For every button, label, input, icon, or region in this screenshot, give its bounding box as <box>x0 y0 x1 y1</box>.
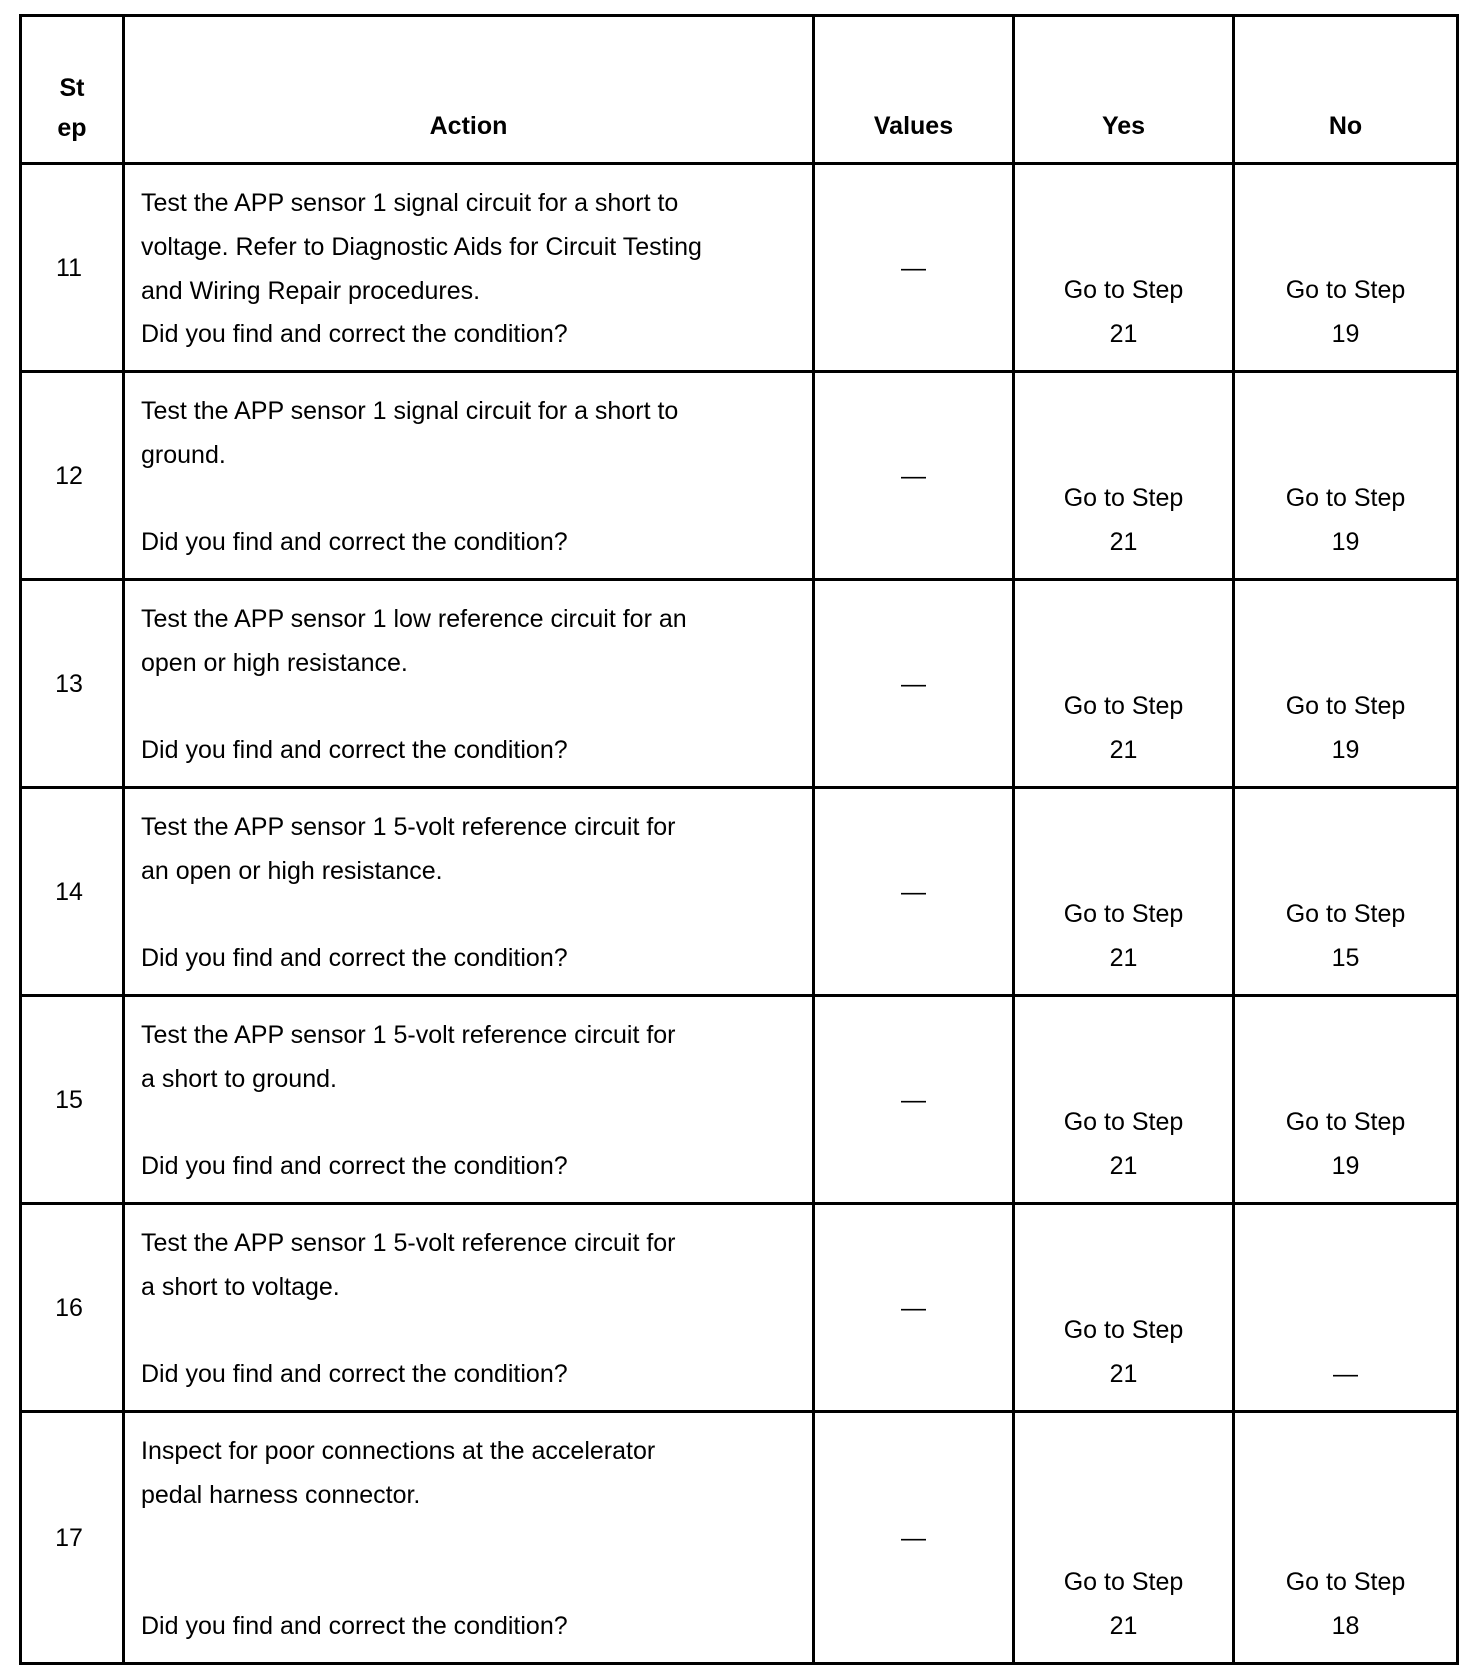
table-row <box>21 164 1458 372</box>
action-header: Action <box>124 16 814 164</box>
no-goto-step: 19 <box>1331 1152 1360 1180</box>
table-row <box>21 1204 1458 1412</box>
action-text-line: a short to ground. <box>141 1065 337 1093</box>
no-cell <box>1234 164 1458 372</box>
values-cell: — <box>814 996 1014 1204</box>
no-goto-label: Go to Step <box>1285 900 1406 928</box>
action-cell <box>124 1204 814 1412</box>
yes-cell <box>1014 1412 1234 1664</box>
yes-cell <box>1014 164 1234 372</box>
yes-goto-step: 21 <box>1109 1612 1138 1640</box>
action-text-line: open or high resistance. <box>141 649 408 677</box>
step-header: St ep <box>21 16 124 164</box>
action-question: Did you find and correct the condition? <box>141 1152 568 1180</box>
step-number: 14 <box>21 788 124 996</box>
step-number: 16 <box>21 1204 124 1412</box>
action-text-line: voltage. Refer to Diagnostic Aids for Circuit Testing <box>141 233 702 261</box>
values-cell: — <box>814 580 1014 788</box>
values-header: Values <box>814 16 1014 164</box>
action-text-line: Test the APP sensor 1 signal circuit for a short to <box>141 397 679 425</box>
action-text-line: Test the APP sensor 1 low reference circuit for an <box>141 605 687 633</box>
yes-cell <box>1014 788 1234 996</box>
no-goto-step: — <box>1333 1360 1358 1388</box>
action-text-line: Test the APP sensor 1 5-volt reference circuit for <box>141 813 676 841</box>
values-cell: — <box>814 1412 1014 1664</box>
action-text-line: Test the APP sensor 1 5-volt reference circuit for <box>141 1021 676 1049</box>
step-number: 15 <box>21 996 124 1204</box>
no-goto-step: 19 <box>1331 320 1360 348</box>
action-text-line: pedal harness connector. <box>141 1481 421 1509</box>
no-goto-step: 19 <box>1331 528 1360 556</box>
yes-goto-step: 21 <box>1109 1152 1138 1180</box>
header-row <box>21 16 1458 164</box>
yes-goto-step: 21 <box>1109 1360 1138 1388</box>
no-goto-step: 18 <box>1331 1612 1360 1640</box>
table-row <box>21 1412 1458 1664</box>
values-cell: — <box>814 788 1014 996</box>
action-cell <box>124 372 814 580</box>
no-cell <box>1234 372 1458 580</box>
yes-goto-label: Go to Step <box>1063 276 1184 304</box>
table-row <box>21 580 1458 788</box>
action-question: Did you find and correct the condition? <box>141 528 568 556</box>
yes-goto-step: 21 <box>1109 736 1138 764</box>
no-goto-step: 15 <box>1331 944 1360 972</box>
action-cell <box>124 788 814 996</box>
no-cell <box>1234 1412 1458 1664</box>
step-number: 17 <box>21 1412 124 1664</box>
yes-goto-label: Go to Step <box>1063 1316 1184 1344</box>
diagnostic-table <box>19 14 1459 1665</box>
yes-goto-step: 21 <box>1109 944 1138 972</box>
table-row <box>21 372 1458 580</box>
yes-goto-label: Go to Step <box>1063 484 1184 512</box>
yes-cell <box>1014 372 1234 580</box>
table-row <box>21 788 1458 996</box>
no-goto-label: Go to Step <box>1285 276 1406 304</box>
yes-goto-step: 21 <box>1109 528 1138 556</box>
no-goto-label: Go to Step <box>1285 1568 1406 1596</box>
action-question: Did you find and correct the condition? <box>141 320 568 348</box>
no-goto-label: Go to Step <box>1285 1108 1406 1136</box>
step-number: 13 <box>21 580 124 788</box>
yes-goto-label: Go to Step <box>1063 1568 1184 1596</box>
action-question: Did you find and correct the condition? <box>141 1360 568 1388</box>
yes-cell <box>1014 580 1234 788</box>
yes-goto-label: Go to Step <box>1063 692 1184 720</box>
no-goto-step: 19 <box>1331 736 1360 764</box>
action-text-line: ground. <box>141 441 226 469</box>
action-cell <box>124 580 814 788</box>
yes-cell <box>1014 996 1234 1204</box>
table-row <box>21 996 1458 1204</box>
no-cell <box>1234 788 1458 996</box>
values-cell: — <box>814 1204 1014 1412</box>
yes-goto-label: Go to Step <box>1063 900 1184 928</box>
no-goto-label: Go to Step <box>1285 692 1406 720</box>
action-cell <box>124 996 814 1204</box>
no-cell <box>1234 996 1458 1204</box>
action-cell <box>124 1412 814 1664</box>
step-number: 11 <box>21 164 124 372</box>
action-question: Did you find and correct the condition? <box>141 736 568 764</box>
step-number: 12 <box>21 372 124 580</box>
yes-goto-step: 21 <box>1109 320 1138 348</box>
values-cell: — <box>814 164 1014 372</box>
action-question: Did you find and correct the condition? <box>141 1612 568 1640</box>
no-goto-label: Go to Step <box>1285 484 1406 512</box>
action-text-line: Inspect for poor connections at the accelerator <box>141 1437 656 1465</box>
action-cell <box>124 164 814 372</box>
no-header: No <box>1234 16 1458 164</box>
yes-cell <box>1014 1204 1234 1412</box>
yes-goto-label: Go to Step <box>1063 1108 1184 1136</box>
action-text-line: Test the APP sensor 1 5-volt reference circuit for <box>141 1229 676 1257</box>
values-cell: — <box>814 372 1014 580</box>
yes-header: Yes <box>1014 16 1234 164</box>
no-cell <box>1234 580 1458 788</box>
no-cell <box>1234 1204 1458 1412</box>
action-text-line: a short to voltage. <box>141 1273 340 1301</box>
action-text-line: Test the APP sensor 1 signal circuit for a short to <box>141 189 679 217</box>
action-text-line: and Wiring Repair procedures. <box>141 277 481 305</box>
action-question: Did you find and correct the condition? <box>141 944 568 972</box>
action-text-line: an open or high resistance. <box>141 857 443 885</box>
